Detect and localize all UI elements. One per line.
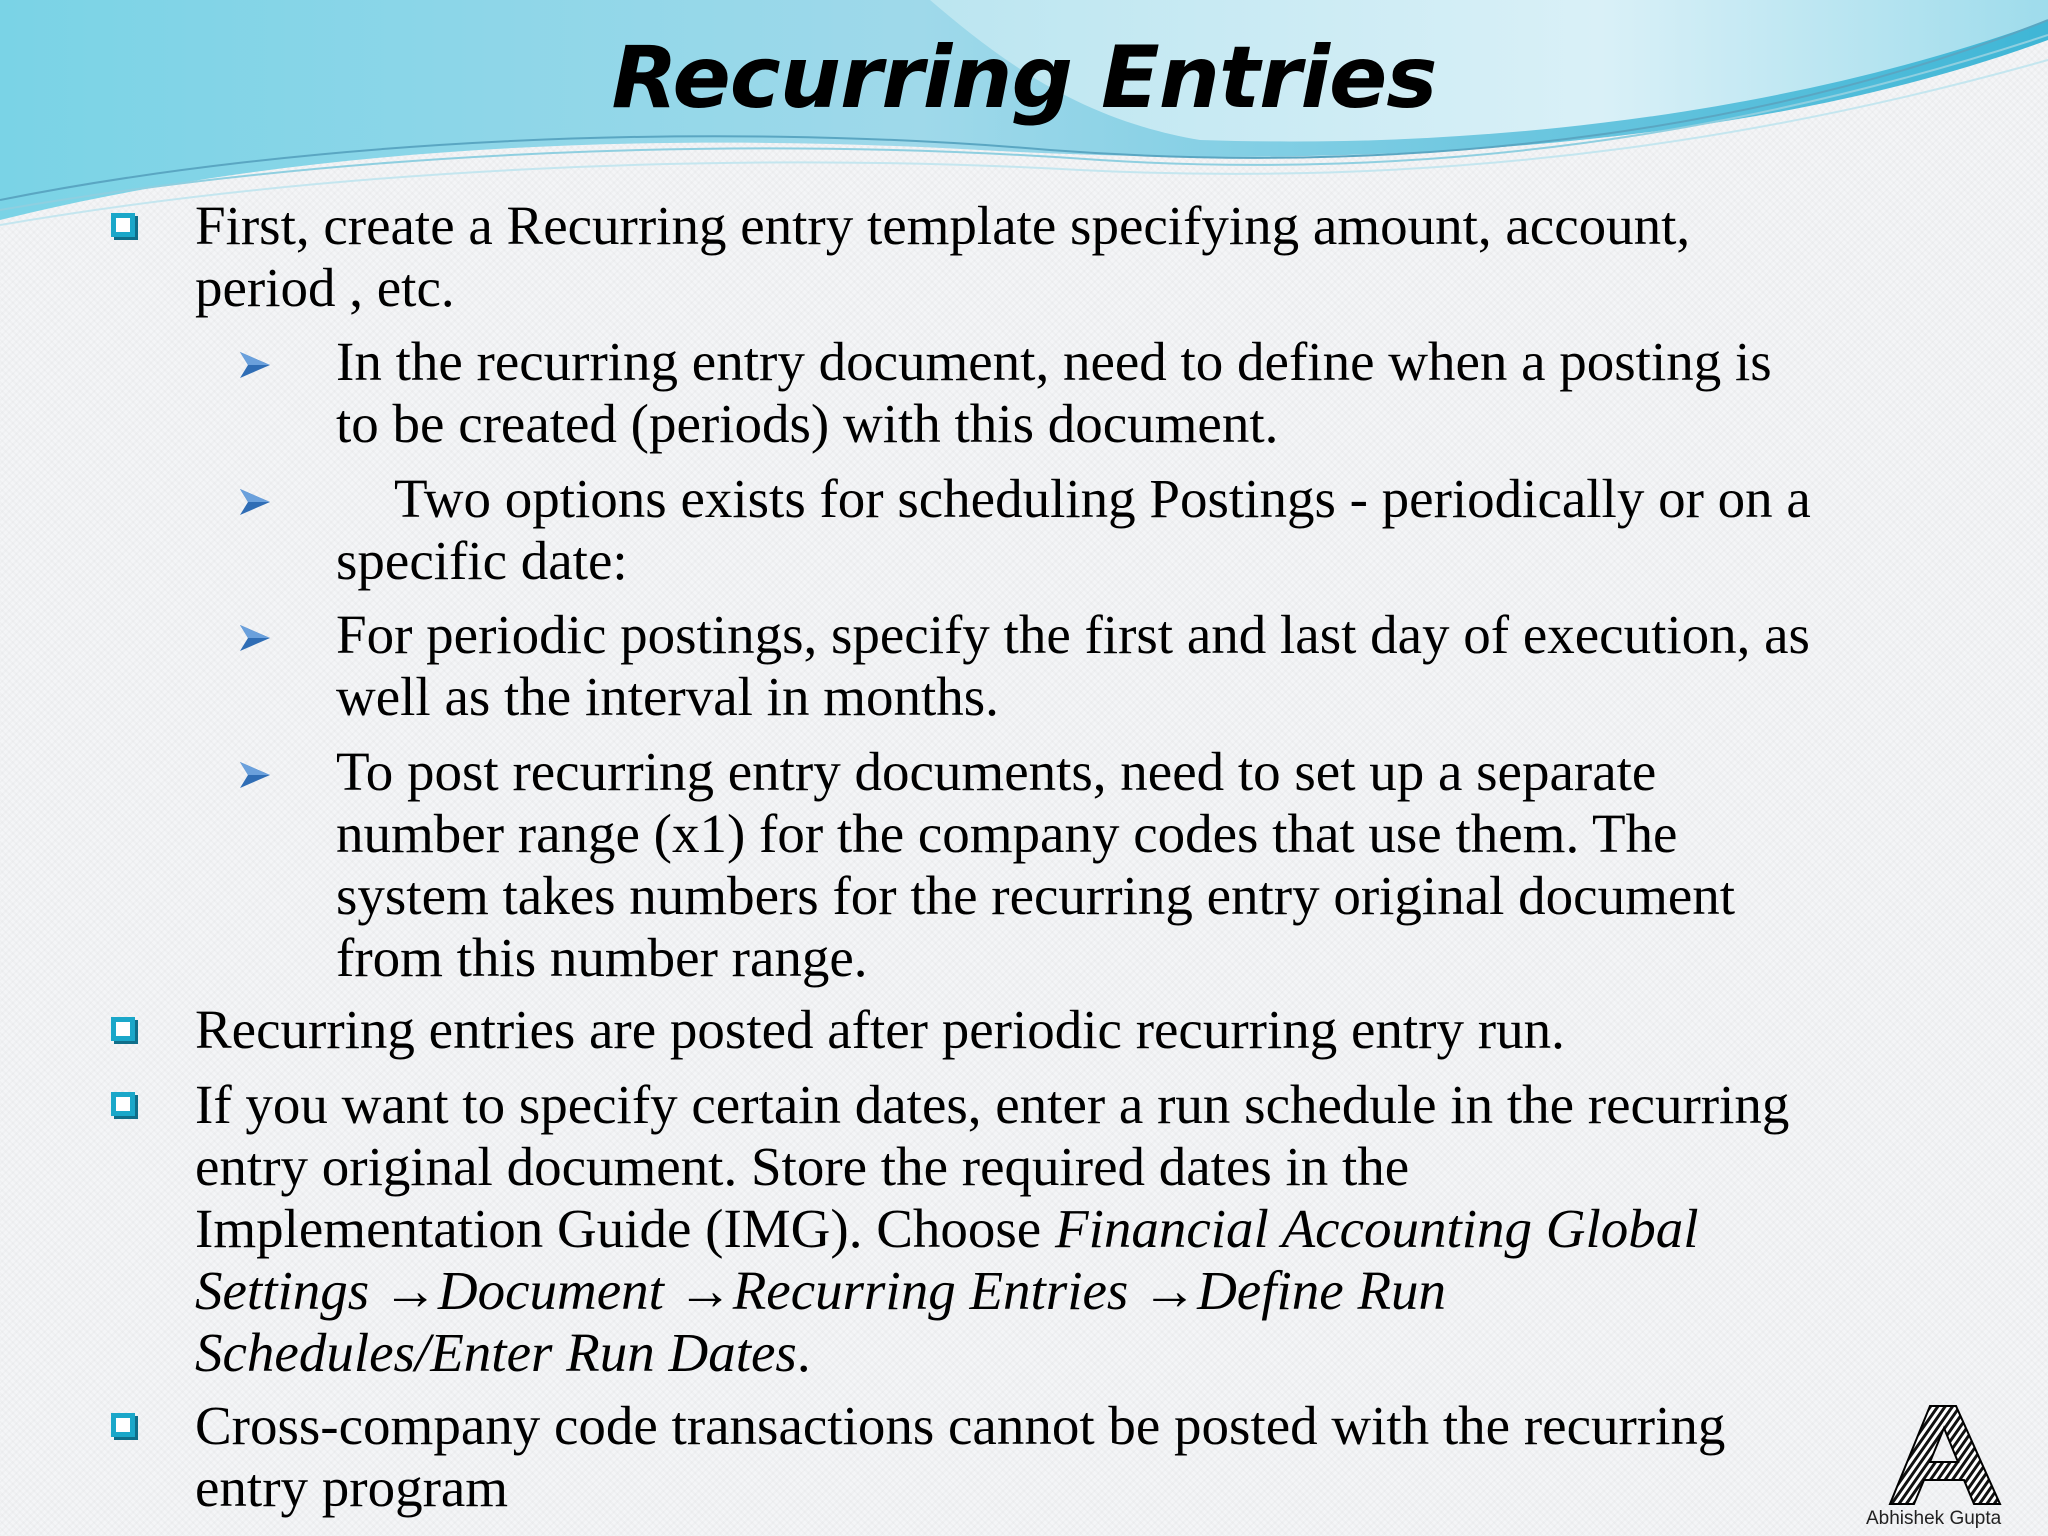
sub-bullet-line: well as the interval in months. bbox=[336, 666, 999, 727]
menu-path-text: Financial Accounting Global bbox=[1054, 1198, 1699, 1259]
bullet-text: Implementation Guide (IMG). Choose bbox=[195, 1198, 1055, 1259]
arrowhead-bullet-icon bbox=[238, 350, 272, 380]
bullet-line: If you want to specify certain dates, enter a run schedule in the recurring bbox=[195, 1074, 1790, 1135]
bullet-item bbox=[195, 1074, 1985, 1384]
sub-bullet-line: Two options exists for scheduling Postings - periodically or on a bbox=[394, 468, 1811, 529]
arrowhead-bullet-icon bbox=[238, 760, 272, 790]
bullet-line: Recurring entries are posted after periodic recurring entry run. bbox=[195, 999, 1565, 1060]
bullet-item bbox=[195, 195, 1985, 319]
sub-bullet-item bbox=[336, 331, 1996, 455]
sub-bullet-line: specific date: bbox=[336, 530, 628, 591]
sub-bullet-line: to be created (periods) with this document. bbox=[336, 393, 1279, 454]
arrowhead-bullet-icon bbox=[238, 623, 272, 653]
sub-bullet-line: system takes numbers for the recurring entry original document bbox=[336, 865, 1736, 926]
sub-bullet-item bbox=[336, 741, 1996, 989]
sub-bullet-line: from this number range. bbox=[336, 927, 868, 988]
sub-bullet-line: number range (x1) for the company codes that use them. The bbox=[336, 803, 1678, 864]
bullet-line bbox=[195, 1322, 1985, 1384]
bullet-line: First, create a Recurring entry template specifying amount, account, bbox=[195, 195, 1691, 256]
bullet-item bbox=[195, 999, 1985, 1061]
logo-letter: A bbox=[1943, 1485, 1944, 1486]
sub-bullet-item bbox=[336, 468, 1996, 592]
sub-bullet-line: To post recurring entry documents, need to set up a separate bbox=[336, 741, 1657, 802]
square-bullet-icon bbox=[111, 1092, 135, 1116]
menu-path-text: Settings →Document →Recurring Entries →Define Run bbox=[195, 1260, 1447, 1321]
arrowhead-bullet-icon bbox=[238, 487, 272, 517]
bullet-text: . bbox=[796, 1322, 811, 1383]
bullet-line: Cross-company code transactions cannot be posted with the recurring bbox=[195, 1395, 1726, 1456]
square-bullet-icon bbox=[111, 213, 135, 237]
bullet-line: entry program bbox=[195, 1457, 509, 1518]
sub-bullet-item bbox=[336, 604, 1996, 728]
bullet-line: entry original document. Store the required dates in the bbox=[195, 1136, 1410, 1197]
square-bullet-icon bbox=[111, 1017, 135, 1041]
sub-bullet-line: In the recurring entry document, need to define when a posting is bbox=[336, 331, 1772, 392]
bullet-item bbox=[195, 1395, 1985, 1519]
bullet-line bbox=[195, 1198, 1985, 1260]
sub-bullet-line: For periodic postings, specify the first and last day of execution, as bbox=[336, 604, 1810, 665]
logo-caption: Abhishek Gupta bbox=[1866, 1508, 2002, 1529]
menu-path-text: Schedules/Enter Run Dates bbox=[195, 1322, 797, 1383]
square-bullet-icon bbox=[111, 1413, 135, 1437]
bullet-line: period , etc. bbox=[195, 257, 455, 318]
slide-title: Recurring Entries bbox=[611, 28, 1437, 128]
